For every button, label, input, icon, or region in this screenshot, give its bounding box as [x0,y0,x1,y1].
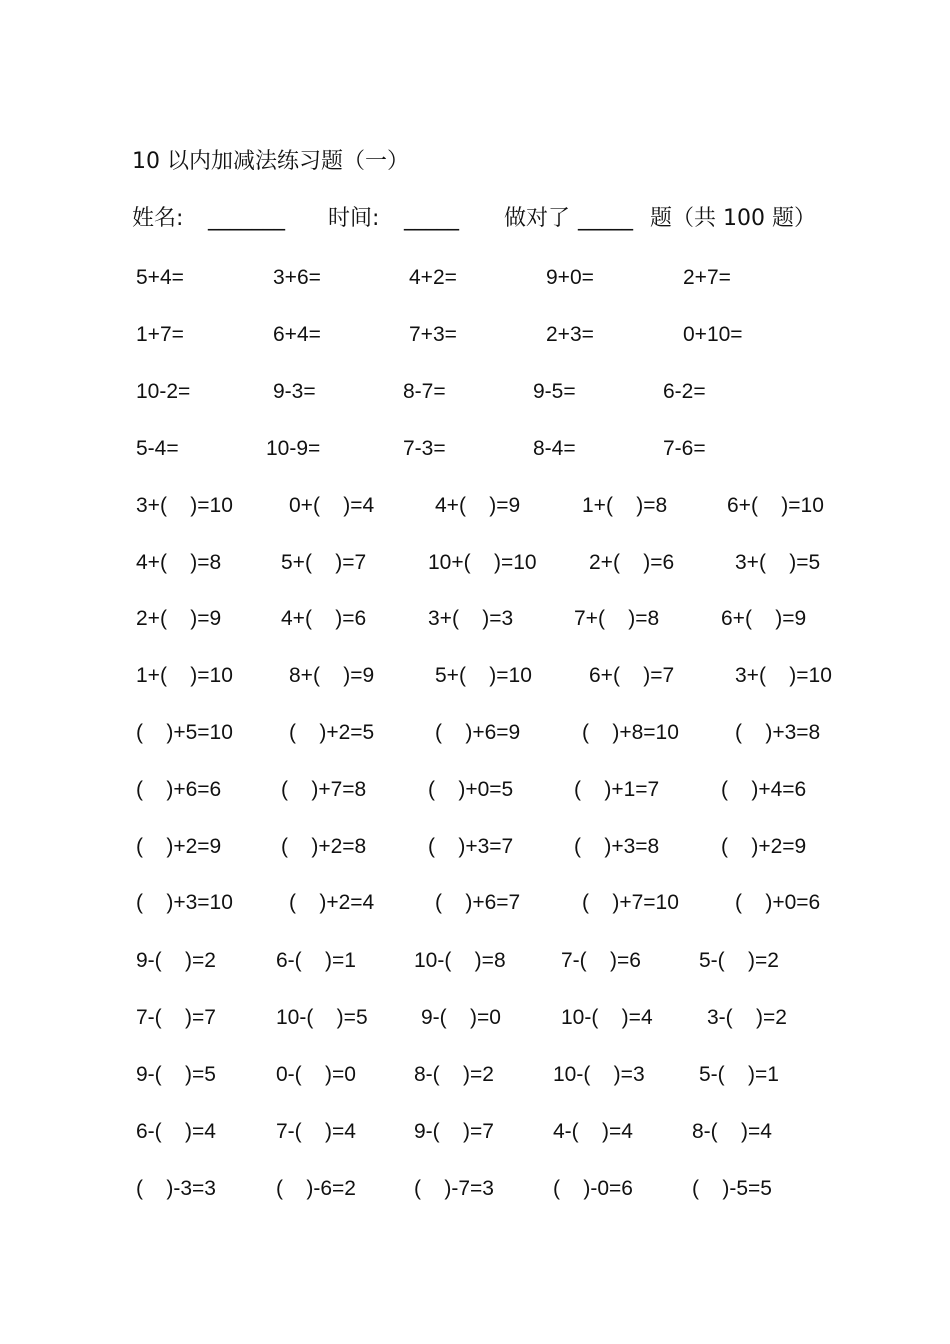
problem-item: ( )+7=10 [582,891,679,914]
time-blank: _____ [404,206,459,231]
problem-item: 3-( )=2 [707,1006,787,1029]
problem-item: ( )-5=5 [692,1177,772,1200]
problem-row [0,377,950,407]
problem-item: ( )+6=7 [435,891,521,914]
problem-item: 0-( )=0 [276,1063,356,1086]
problem-item: ( )+5=10 [136,721,233,744]
problem-item: 8-4= [533,437,576,460]
problem-item: 2+( )=6 [589,551,675,574]
problem-item: ( )+0=6 [735,891,821,914]
problem-row [0,832,950,862]
problem-item: 7-( )=4 [276,1120,356,1143]
problem-row [0,434,950,464]
problem-item: ( )+0=5 [428,778,514,801]
problem-item: 10-2= [136,380,191,403]
problem-row [0,548,950,578]
problem-item: ( )+2=9 [721,835,807,858]
problem-item: 7-6= [663,437,706,460]
problem-item: 5-( )=2 [699,949,779,972]
problem-item: ( )+6=6 [136,778,222,801]
problem-row [0,1174,950,1204]
problem-item: 1+( )=8 [582,494,668,517]
problem-item: 3+( )=10 [735,664,832,687]
problem-item: 3+( )=10 [136,494,233,517]
problem-item: 8-( )=4 [692,1120,772,1143]
problem-item: 6-2= [663,380,706,403]
problem-item: 7+( )=8 [574,607,660,630]
problem-item: 10-( )=4 [561,1006,653,1029]
problem-item: 2+3= [546,323,594,346]
problem-item: ( )+1=7 [574,778,660,801]
problem-item: 8+( )=9 [289,664,375,687]
time-label: 时间: [328,206,380,231]
problem-item: 5+( )=10 [435,664,532,687]
problem-row [0,718,950,748]
problem-item: ( )+4=6 [721,778,807,801]
problem-item: 8-7= [403,380,446,403]
problem-item: 5-4= [136,437,179,460]
problem-item: 4+( )=6 [281,607,367,630]
problem-item: ( )+8=10 [582,721,679,744]
problem-item: 10+( )=10 [428,551,537,574]
problem-item: 7-( )=6 [561,949,641,972]
problem-item: ( )+2=9 [136,835,222,858]
problem-item: 10-( )=8 [414,949,506,972]
problem-item: 10-( )=3 [553,1063,645,1086]
problem-row [0,604,950,634]
problem-row [0,320,950,350]
problem-row [0,946,950,976]
problem-item: 5+4= [136,266,184,289]
worksheet-title: 10 以内加减法练习题（一） [132,149,409,174]
problem-item: 7-( )=7 [136,1006,216,1029]
problem-item: 9-3= [273,380,316,403]
problem-item: 2+( )=9 [136,607,222,630]
problem-item: ( )+7=8 [281,778,367,801]
problem-item: 3+6= [273,266,321,289]
problem-item: 1+7= [136,323,184,346]
problem-item: ( )-7=3 [414,1177,494,1200]
correct-blank: _____ [578,206,633,231]
problem-row [0,1060,950,1090]
problem-item: 0+10= [683,323,743,346]
name-label: 姓名: [132,206,184,231]
problem-row [0,888,950,918]
problem-item: ( )+3=8 [574,835,660,858]
problem-item: 6-( )=4 [136,1120,216,1143]
problem-item: 10-9= [266,437,321,460]
problem-item: 9-( )=7 [414,1120,494,1143]
problem-item: ( )+3=8 [735,721,821,744]
problem-item: 4+( )=9 [435,494,521,517]
problem-item: 5+( )=7 [281,551,367,574]
problem-item: 7-3= [403,437,446,460]
problem-item: ( )-3=3 [136,1177,216,1200]
problem-item: ( )+3=10 [136,891,233,914]
problem-item: 4-( )=4 [553,1120,633,1143]
problem-item: ( )+6=9 [435,721,521,744]
problem-row [0,491,950,521]
problem-row [0,775,950,805]
problem-item: 3+( )=3 [428,607,514,630]
problem-item: 10-( )=5 [276,1006,368,1029]
problem-item: 8-( )=2 [414,1063,494,1086]
problem-item: 9-( )=5 [136,1063,216,1086]
correct-label: 做对了 [504,206,571,231]
problem-item: 4+2= [409,266,457,289]
problem-item: 9+0= [546,266,594,289]
problem-item: 9-( )=0 [421,1006,501,1029]
problem-item: ( )-6=2 [276,1177,356,1200]
problem-row [0,661,950,691]
problem-item: 7+3= [409,323,457,346]
problem-item: 6+( )=10 [727,494,824,517]
total-count-text: 题（共 100 题） [650,206,816,231]
problem-item: 9-( )=2 [136,949,216,972]
problem-item: ( )+2=8 [281,835,367,858]
problem-item: 4+( )=8 [136,551,222,574]
problem-item: ( )+2=4 [289,891,375,914]
problem-row [0,1003,950,1033]
problem-item: 6+4= [273,323,321,346]
problem-item: ( )+2=5 [289,721,375,744]
problem-item: 5-( )=1 [699,1063,779,1086]
problem-item: ( )+3=7 [428,835,514,858]
problem-item: 3+( )=5 [735,551,821,574]
problem-item: 2+7= [683,266,731,289]
problem-item: 6+( )=7 [589,664,675,687]
name-blank: _______ [208,206,285,231]
problem-item: 9-5= [533,380,576,403]
problem-item: 6+( )=9 [721,607,807,630]
problem-item: 1+( )=10 [136,664,233,687]
problem-row [0,1117,950,1147]
problem-item: 6-( )=1 [276,949,356,972]
problem-item: ( )-0=6 [553,1177,633,1200]
problem-row [0,263,950,293]
problem-item: 0+( )=4 [289,494,375,517]
